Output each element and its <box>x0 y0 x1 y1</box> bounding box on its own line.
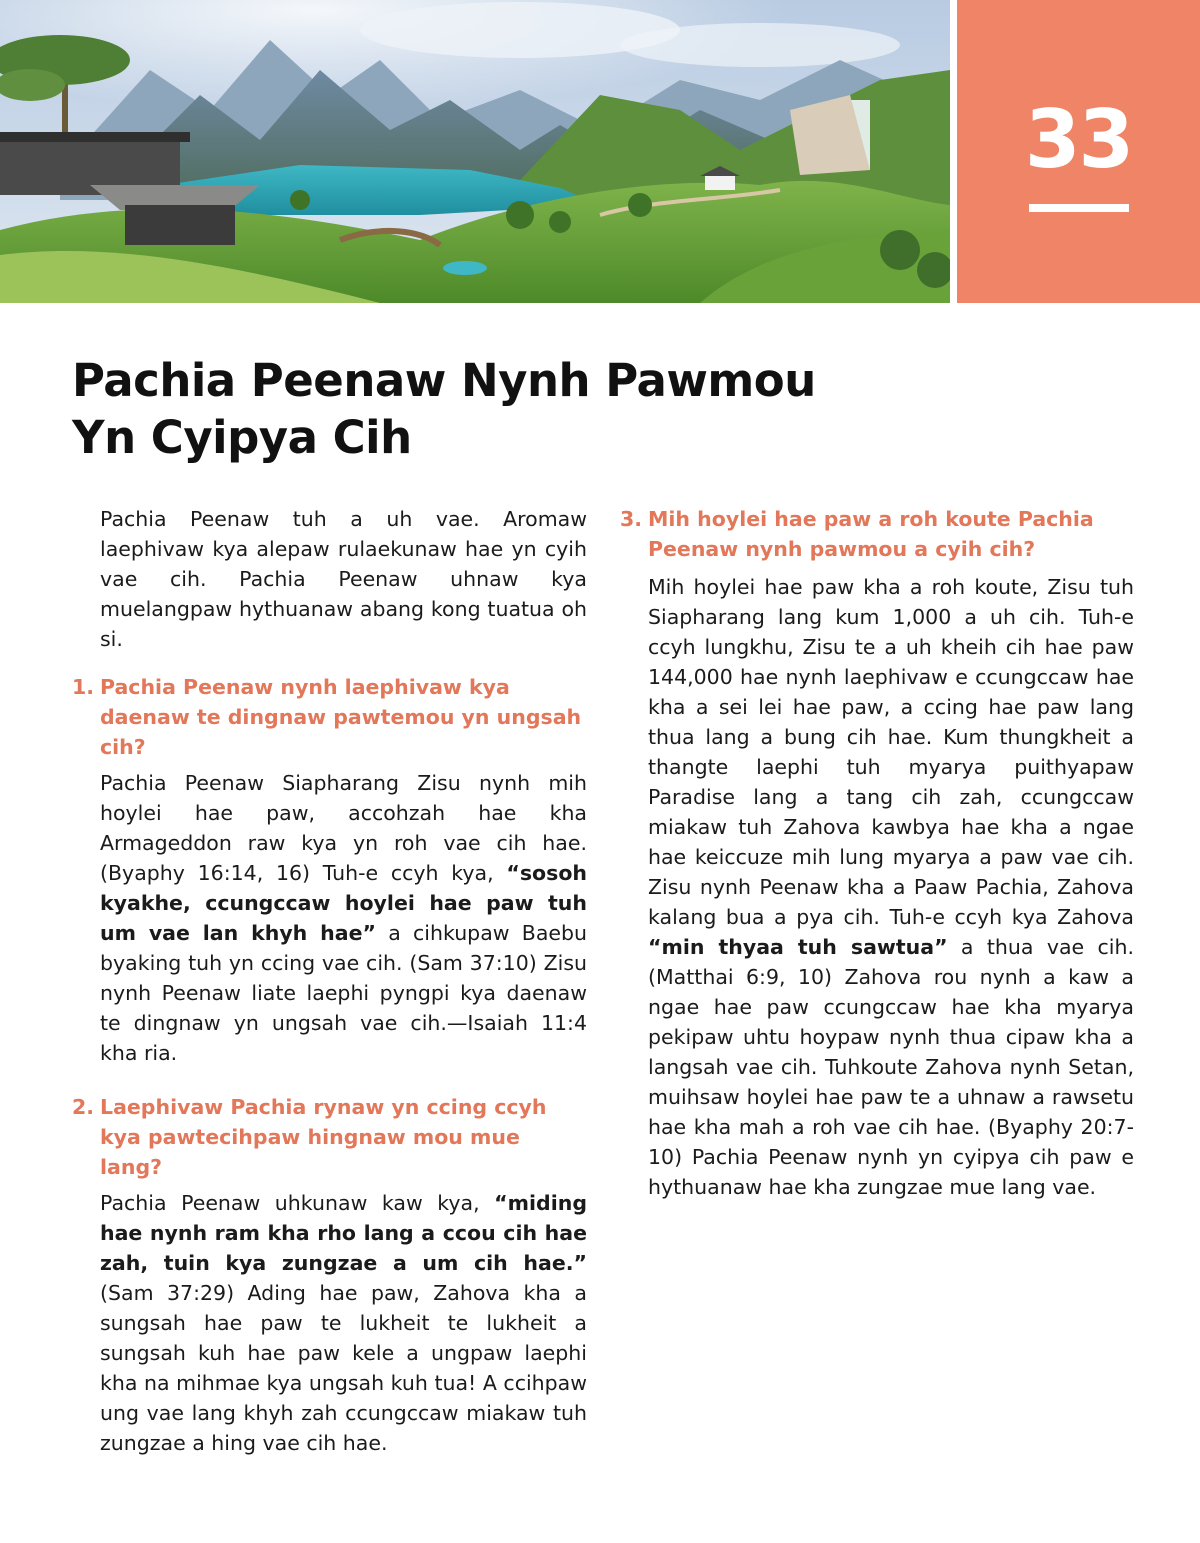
intro-paragraph: Pachia Peenaw tuh a uh vae. Aromaw laephivaw kya alepaw rulaekunaw hae yn cyih vae cih. Pachia Peenaw uhnaw kya muelangpaw hythuanaw abang kong tuatua oh si. <box>100 507 587 651</box>
chapter-number-box <box>957 0 1200 303</box>
answer-2-text-b: (Sam 37:29) Ading hae paw, Zahova kha a sungsah hae paw te lukheit te lukheit a sungsah kuh hae paw kele a ungpaw laephi kha na mihmae kya ungsah kuh tua! A ccihpaw ung vae lang khyh zah ccungccaw miakaw tuh zungzae a hing vae cih hae. <box>100 1281 587 1455</box>
question-2-text: Laephivaw Pachia rynaw yn ccing ccyh kya pawtecihpaw hingnaw mou mue lang? <box>100 1095 547 1179</box>
page-title-line2: Yn Cyipya Cih <box>72 411 412 464</box>
answer-1-bold-quote: “sosoh kyakhe, ccungccaw hoylei hae paw tuh um vae lan khyh hae” <box>100 861 587 945</box>
question-1 <box>72 672 587 762</box>
answer-3-text-a: Mih hoylei hae paw kha a roh koute, Zisu tuh Siapharang lang kum 1,000 a uh cih. Tuh-e ccyh lungkhu, Zisu te a uh kheih cih hae paw 144,000 hae nynh laephivaw e ccungccaw hae kha a sei lei hae paw, a ccing hae paw lang thua lang a bung cih hae. Kum thungkheit a thangte laephi tuh myarya puithyapaw Paradise lang a tang cih zah, ccungccaw miakaw tuh Zahova kawbya hae kha a ngae hae keiccuze mih lung myarya a paw vae cih. Zisu nynh Peenaw kha a Paaw Pachia, Zahova kalang bua a pya cih. Tuh-e ccyh kya Zahova <box>648 575 1134 929</box>
answer-2-text-a: Pachia Peenaw uhkunaw kaw kya, <box>100 1191 495 1215</box>
page-title-line1: Pachia Peenaw Nynh Pawmou <box>72 354 816 407</box>
chapter-underline <box>1029 204 1129 212</box>
page-title <box>72 352 872 466</box>
answer-3-bold-quote: “min thyaa tuh sawtua” <box>648 935 948 959</box>
question-1-number: 1. <box>72 675 95 699</box>
question-2 <box>72 1092 587 1182</box>
question-3-text: Mih hoylei hae paw a roh koute Pachia Peenaw nynh pawmou a cyih cih? <box>648 507 1094 561</box>
chapter-number: 33 <box>1024 93 1133 186</box>
right-column <box>620 504 1134 1202</box>
answer-1 <box>72 768 587 1068</box>
paradise-landscape-illustration <box>0 0 950 303</box>
answer-1-text-a: Pachia Peenaw Siapharang Zisu nynh mih hoylei hae paw, accohzah hae kha Armageddon raw kya yn roh vae cih hae. (Byaphy 16:14, 16) Tuh-e ccyh kya, <box>100 771 587 885</box>
question-3-number: 3. <box>620 507 643 531</box>
question-2-number: 2. <box>72 1095 95 1119</box>
answer-1-text-b: a cihkupaw Baebu byaking tuh yn ccing vae cih. (Sam 37:10) Zisu nynh Peenaw liate laephi pyngpi kya daenaw te dingnaw yn ungsah vae cih.—Isaiah 11:4 kha ria. <box>100 921 588 1065</box>
answer-3 <box>620 572 1134 1202</box>
answer-2-bold-quote: “miding hae nynh ram kha rho lang a ccou cih hae zah, tuin kya zungzae a um cih hae.” <box>100 1191 587 1275</box>
answer-2 <box>72 1188 587 1458</box>
question-3 <box>620 504 1134 564</box>
answer-3-text-b: a thua vae cih. (Matthai 6:9, 10) Zahova rou nynh a kaw a ngae hae paw ccungccaw hae kha myarya pekipaw uhtu hoypaw nynh thua cipaw kha a langsah vae cih. Tuhkoute Zahova nynh Setan, muihsaw hoylei hae paw te a uhnaw a rawsetu hae kha mah a roh vae cih hae. (Byaphy 20:7-10) Pachia Peenaw nynh yn cyipya cih paw e hythuanaw hae kha zungzae mue lang vae. <box>648 935 1134 1199</box>
header-banner-image <box>0 0 950 303</box>
left-column <box>72 504 587 1458</box>
question-1-text: Pachia Peenaw nynh laephivaw kya daenaw te dingnaw pawtemou yn ungsah cih? <box>100 675 582 759</box>
